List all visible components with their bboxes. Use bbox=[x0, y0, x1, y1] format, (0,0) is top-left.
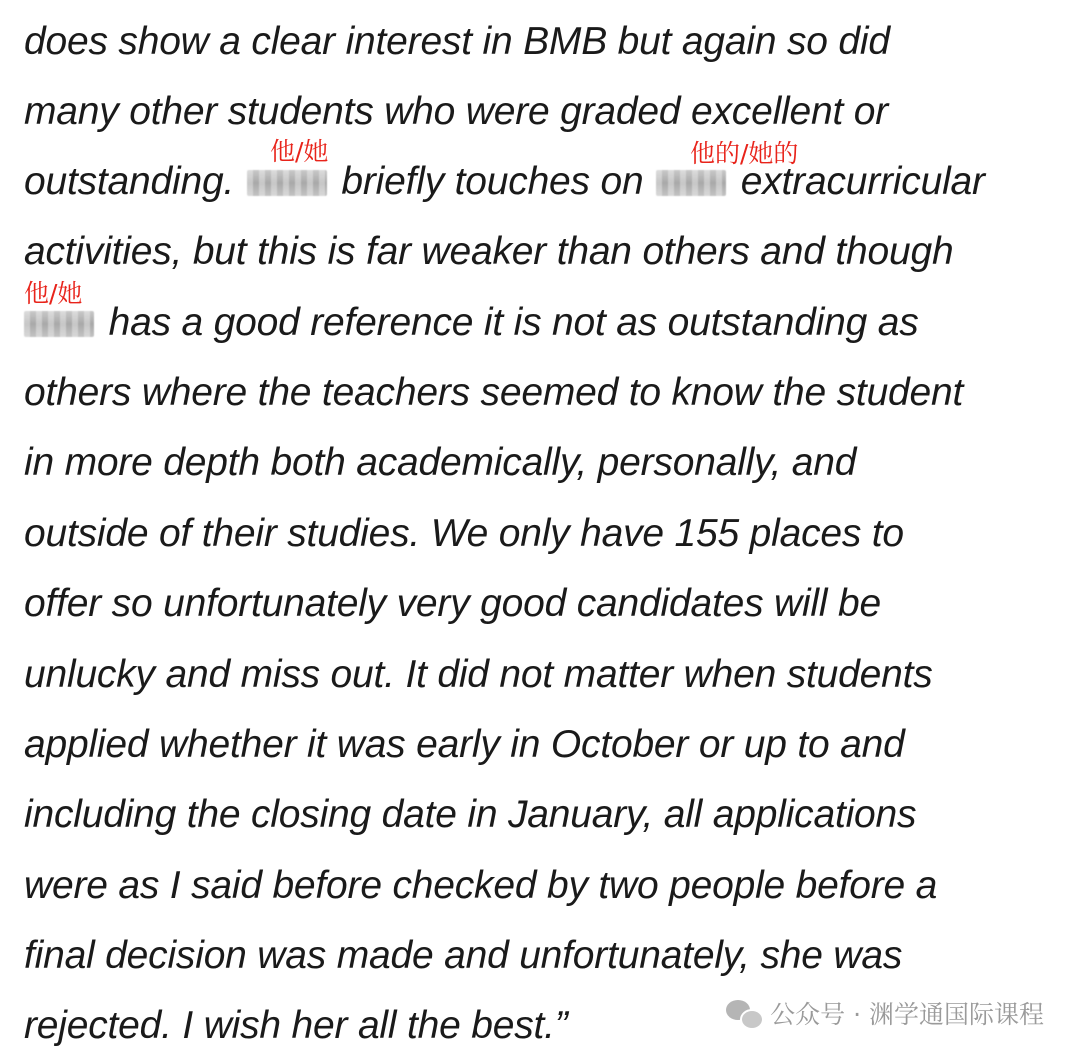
text-segment: briefly touches on bbox=[330, 160, 655, 203]
redacted-possessive-1 bbox=[656, 170, 726, 196]
text-line-12: including the closing date in January, all applications bbox=[24, 793, 917, 836]
text-line-2: many other students who were graded excellent or bbox=[24, 90, 889, 133]
watermark-text: 公众号 · 渊学通国际课程 bbox=[770, 1000, 1044, 1029]
document-body bbox=[24, 0, 1080, 1055]
text-line-1: does show a clear interest in BMB but again so did bbox=[24, 20, 890, 63]
text-line-14: final decision was made and unfortunately, she was bbox=[24, 934, 903, 977]
annotation-pronoun-1: 他/她 bbox=[270, 137, 329, 166]
redacted-pronoun-2 bbox=[24, 311, 94, 337]
text-line-10: unlucky and miss out. It did not matter when students bbox=[24, 653, 933, 696]
redacted-pronoun-1 bbox=[247, 170, 327, 196]
text-segment: extracurricular bbox=[730, 160, 985, 203]
text-segment: outstanding. bbox=[24, 160, 245, 203]
annotation-possessive-1: 他的/她的 bbox=[690, 139, 799, 168]
text-line-15: rejected. I wish her all the best.” bbox=[24, 1004, 568, 1047]
text-line-7: in more depth both academically, personally, and bbox=[24, 441, 857, 484]
watermark bbox=[726, 993, 1044, 1033]
wechat-icon bbox=[726, 998, 762, 1028]
text-segment: has a good reference it is not as outstanding as bbox=[98, 301, 919, 344]
annotation-pronoun-2: 他/她 bbox=[24, 279, 83, 308]
text-line-9: offer so unfortunately very good candidates will be bbox=[24, 582, 881, 625]
text-line-11: applied whether it was early in October or up to and bbox=[24, 723, 905, 766]
text-line-6: others where the teachers seemed to know the student bbox=[24, 371, 964, 414]
text-line-3 bbox=[24, 147, 985, 217]
text-line-5 bbox=[24, 288, 919, 358]
text-line-13: were as I said before checked by two people before a bbox=[24, 864, 938, 907]
text-line-8: outside of their studies. We only have 155 places to bbox=[24, 512, 904, 555]
text-line-4: activities, but this is far weaker than others and though bbox=[24, 230, 954, 273]
